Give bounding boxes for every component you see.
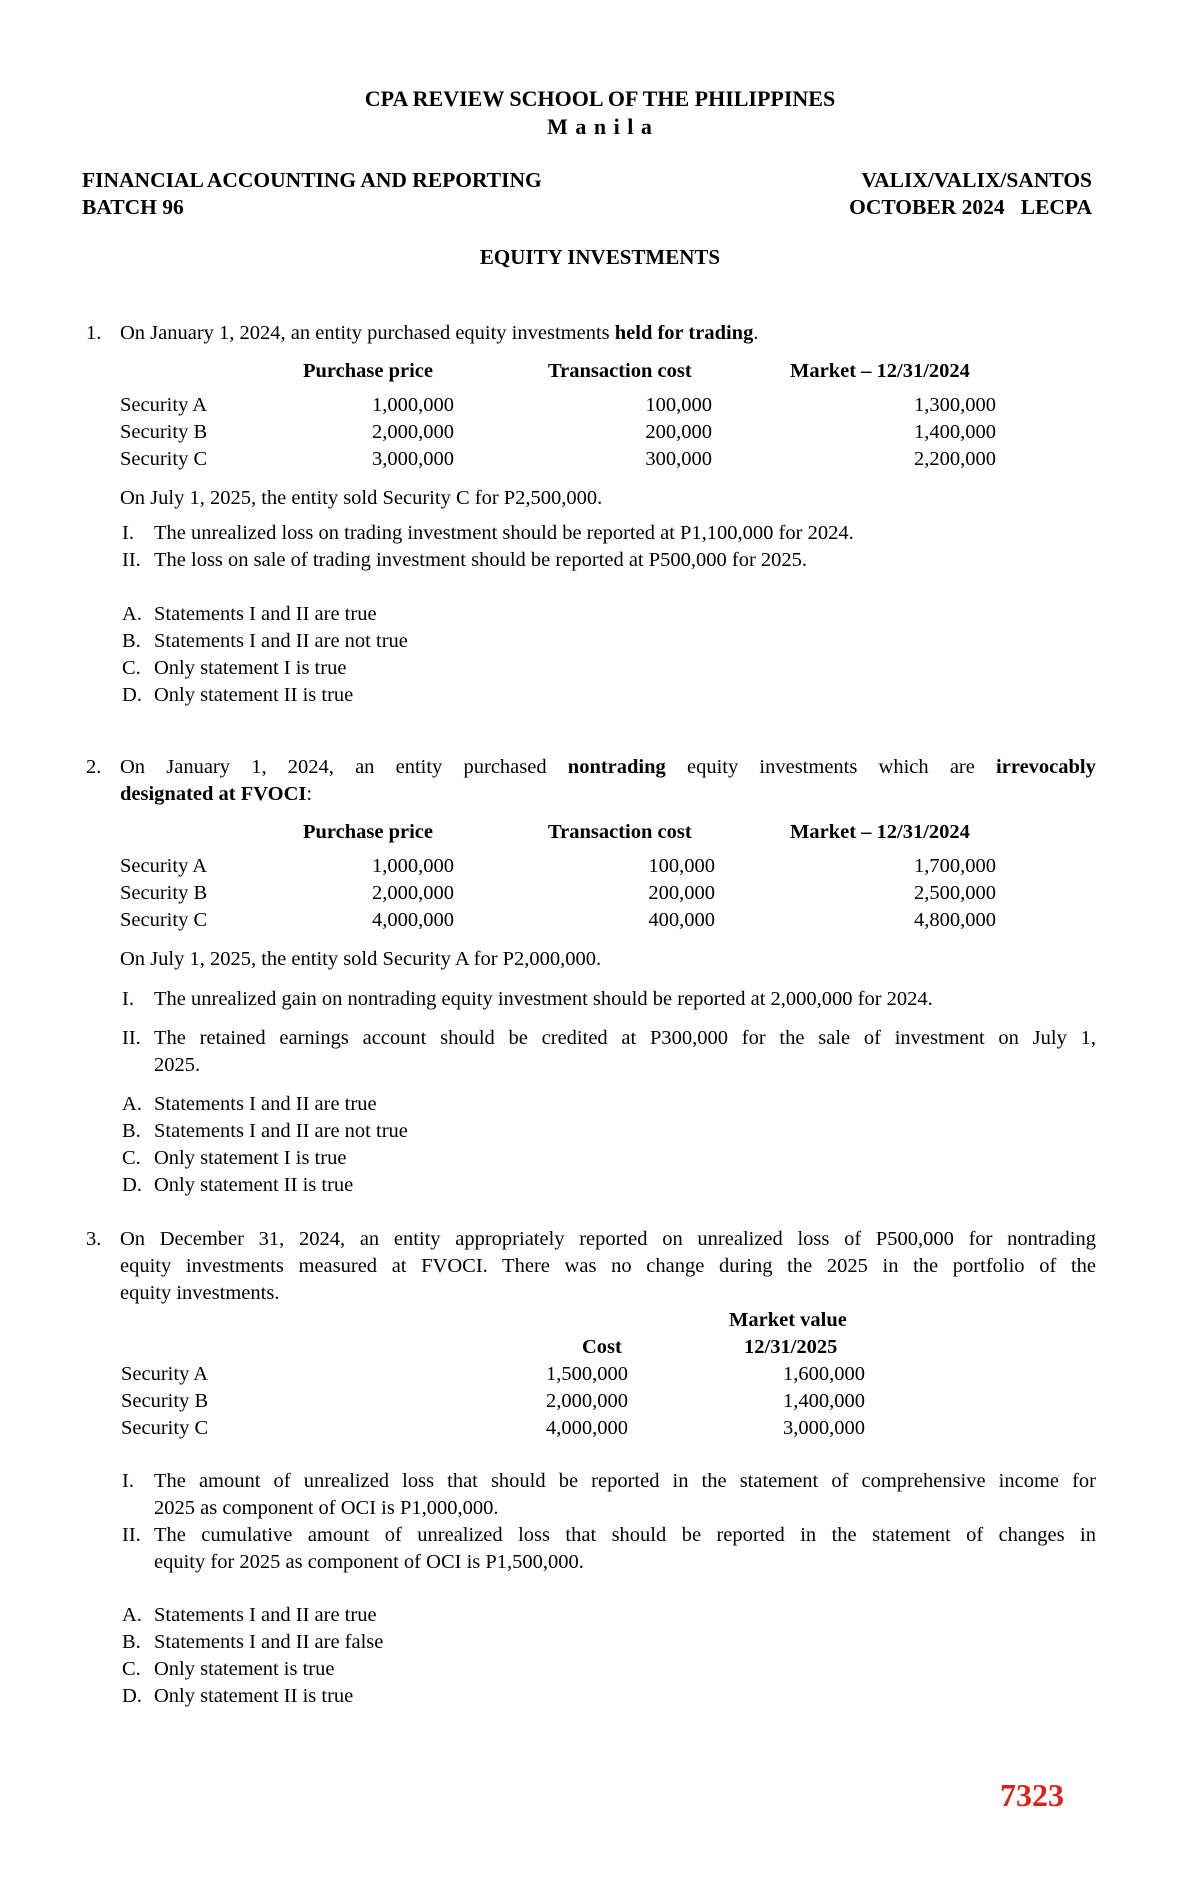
table-row: [0, 1417, 1200, 1443]
row-label: Security C: [121, 1417, 209, 1439]
cell: 3,000,000: [783, 1417, 865, 1439]
row-label: Security A: [120, 394, 208, 416]
table-row: [0, 421, 1200, 447]
cell: 200,000: [645, 421, 712, 443]
stem-end: .: [753, 322, 759, 344]
table-row: [0, 394, 1200, 420]
statement-label: I.: [122, 988, 134, 1010]
choice-letter: B.: [122, 630, 141, 652]
statement-text: The unrealized loss on trading investment should be reported at P1,100,000 for 2024.: [154, 522, 854, 544]
choice-text: Only statement II is true: [154, 1174, 354, 1196]
column-header: Transaction cost: [548, 821, 692, 843]
choice-text: Only statement is true: [154, 1658, 335, 1680]
page-code: 7323: [1000, 1777, 1064, 1813]
column-header: Market – 12/31/2024: [790, 360, 970, 382]
row-label: Security A: [120, 855, 208, 877]
choice-text: Only statement II is true: [154, 1685, 354, 1707]
subject-title: FINANCIAL ACCOUNTING AND REPORTING: [82, 168, 542, 192]
question-stem: [120, 322, 758, 345]
question-stem-line-1: [120, 756, 1096, 779]
exam-term: OCTOBER 2024 LECPA: [849, 195, 1092, 219]
question-stem-line-2: equity investments measured at FVOCI. There was no change during the 2025 in the portfolio of the: [120, 1255, 1096, 1277]
topic-title: EQUITY INVESTMENTS: [479, 245, 721, 269]
statement-label: I.: [122, 522, 134, 544]
choice-letter: D.: [122, 1685, 142, 1707]
column-header: Transaction cost: [548, 360, 692, 382]
choice-text: Statements I and II are true: [154, 1093, 377, 1115]
statement-label: I.: [122, 1470, 134, 1492]
cell: 2,000,000: [372, 421, 454, 443]
school-name: CPA REVIEW SCHOOL OF THE PHILIPPINES: [364, 86, 836, 111]
stem-word: investments: [759, 756, 858, 778]
choice-text: Only statement I is true: [154, 657, 347, 679]
statement-label: II.: [122, 549, 141, 571]
stem-emphasis: nontrading: [567, 756, 666, 778]
cell: 300,000: [645, 448, 712, 470]
cell: 2,000,000: [546, 1390, 628, 1412]
table-header: [0, 360, 1200, 386]
question-stem-line-2: [120, 783, 312, 806]
stem-word: On: [120, 756, 146, 778]
batch-label: BATCH 96: [82, 195, 184, 219]
question-number: 2.: [86, 756, 102, 778]
cell: 2,200,000: [914, 448, 996, 470]
statement-text: The amount of unrealized loss that should be reported in the statement of comprehensive income for: [154, 1470, 1096, 1492]
choice-letter: C.: [122, 1147, 141, 1169]
school-city: M a n i l a: [547, 114, 653, 139]
stem-word: 2024,: [287, 756, 334, 778]
choice-text: Statements I and II are true: [154, 603, 377, 625]
authors: VALIX/VALIX/SANTOS: [861, 168, 1092, 192]
statement-text-continued: 2025.: [154, 1054, 201, 1076]
question-note: On July 1, 2025, the entity sold Security C for P2,500,000.: [120, 487, 603, 509]
row-label: Security B: [120, 421, 208, 443]
choice-text: Statements I and II are not true: [154, 630, 408, 652]
stem-word: entity: [395, 756, 443, 778]
cell: 1,400,000: [783, 1390, 865, 1412]
question-number: 1.: [86, 322, 102, 344]
cell: 1,500,000: [546, 1363, 628, 1385]
statement-text: The retained earnings account should be credited at P300,000 for the sale of investment on July 1,: [154, 1027, 1096, 1049]
stem-text: On January 1, 2024, an entity purchased equity investments: [120, 322, 615, 344]
question-stem-line-1: On December 31, 2024, an entity appropriately reported on unrealized loss of P500,000 for nontrading: [120, 1228, 1096, 1250]
cell: 1,600,000: [783, 1363, 865, 1385]
choice-text: Only statement I is true: [154, 1147, 347, 1169]
question-note: On July 1, 2025, the entity sold Security A for P2,000,000.: [120, 948, 602, 970]
row-label: Security B: [121, 1390, 209, 1412]
stem-emphasis: held for trading: [614, 322, 754, 344]
stem-word: purchased: [463, 756, 547, 778]
choice-text: Statements I and II are true: [154, 1604, 377, 1626]
question-stem-line-3: equity investments.: [120, 1282, 280, 1304]
stem-word: an: [355, 756, 375, 778]
table-row: [0, 1390, 1200, 1416]
stem-word: which: [878, 756, 929, 778]
column-header: Purchase price: [303, 360, 433, 382]
stem-word: equity: [686, 756, 739, 778]
table-row: [0, 855, 1200, 881]
choice-letter: D.: [122, 684, 142, 706]
statement-text-continued: 2025 as component of OCI is P1,000,000.: [154, 1497, 499, 1519]
column-header: 12/31/2025: [744, 1336, 838, 1358]
stem-emphasis: irrevocably: [996, 756, 1096, 778]
question-number: 3.: [86, 1228, 102, 1250]
column-header: Cost: [582, 1336, 622, 1358]
cell: 1,400,000: [914, 421, 996, 443]
cell: 2,500,000: [914, 882, 996, 904]
choice-letter: B.: [122, 1120, 141, 1142]
choice-text: Statements I and II are false: [154, 1631, 384, 1653]
cell: 1,700,000: [914, 855, 996, 877]
stem-word: are: [949, 756, 975, 778]
statement-label: II.: [122, 1027, 141, 1049]
cell: 4,800,000: [914, 909, 996, 931]
cell: 200,000: [648, 882, 715, 904]
row-label: Security B: [120, 882, 208, 904]
statement-text: The loss on sale of trading investment should be reported at P500,000 for 2025.: [154, 549, 808, 571]
choice-letter: A.: [122, 1604, 142, 1626]
stem-word: January: [166, 756, 231, 778]
choice-text: Statements I and II are not true: [154, 1120, 408, 1142]
cell: 400,000: [648, 909, 715, 931]
choice-letter: A.: [122, 1093, 142, 1115]
choice-text: Only statement II is true: [154, 684, 354, 706]
column-header: Market – 12/31/2024: [790, 821, 970, 843]
table-row: [0, 909, 1200, 935]
cell: 4,000,000: [546, 1417, 628, 1439]
row-label: Security A: [121, 1363, 209, 1385]
column-header: Purchase price: [303, 821, 433, 843]
cell: 2,000,000: [372, 882, 454, 904]
column-header: Market value: [729, 1309, 847, 1331]
table-header: [0, 821, 1200, 847]
stem-emphasis: designated at FVOCI: [120, 783, 307, 805]
cell: 1,300,000: [914, 394, 996, 416]
table-row: [0, 1363, 1200, 1389]
row-label: Security C: [120, 909, 208, 931]
table-row: [0, 448, 1200, 474]
cell: 100,000: [645, 394, 712, 416]
stem-word: 1,: [251, 756, 267, 778]
choice-letter: B.: [122, 1631, 141, 1653]
cell: 100,000: [648, 855, 715, 877]
choice-letter: C.: [122, 657, 141, 679]
cell: 1,000,000: [372, 855, 454, 877]
choice-letter: D.: [122, 1174, 142, 1196]
table-row: [0, 882, 1200, 908]
cell: 1,000,000: [372, 394, 454, 416]
statement-text: The unrealized gain on nontrading equity investment should be reported at 2,000,000 for 2024.: [154, 988, 933, 1010]
stem-end: :: [306, 783, 313, 805]
cell: 3,000,000: [372, 448, 454, 470]
statement-text: The cumulative amount of unrealized loss that should be reported in the statement of changes in: [154, 1524, 1096, 1546]
choice-letter: C.: [122, 1658, 141, 1680]
cell: 4,000,000: [372, 909, 454, 931]
choice-letter: A.: [122, 603, 142, 625]
statement-text-continued: equity for 2025 as component of OCI is P1,500,000.: [154, 1551, 584, 1573]
row-label: Security C: [120, 448, 208, 470]
statement-label: II.: [122, 1524, 141, 1546]
